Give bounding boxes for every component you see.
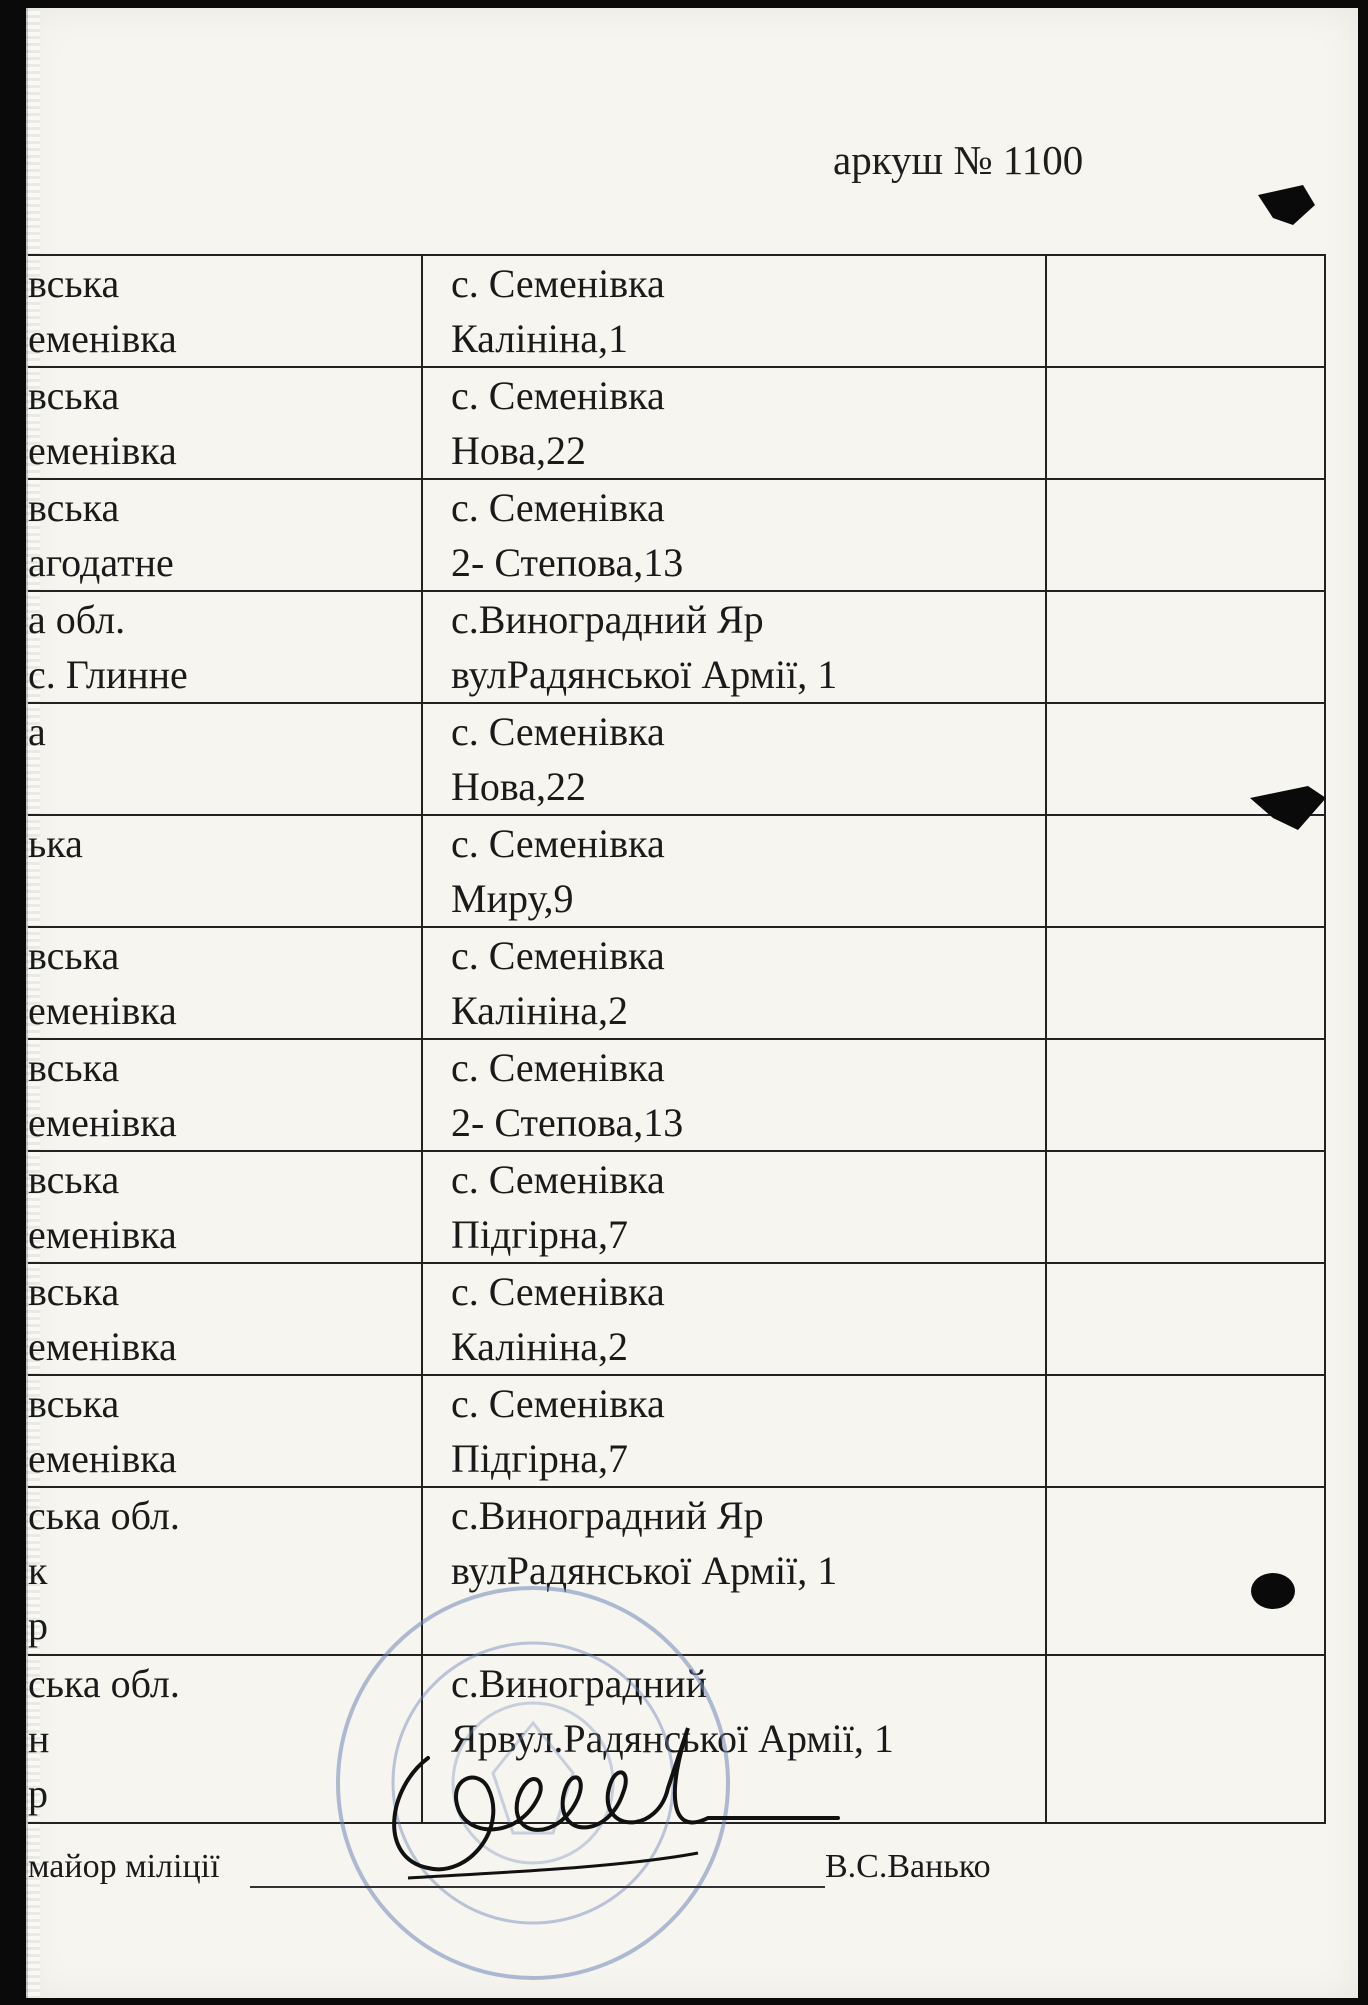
officer-rank: майор міліції bbox=[28, 1848, 220, 1885]
address-text: вулРадянської Армії, 1 bbox=[451, 1548, 838, 1593]
address-cell bbox=[422, 815, 1046, 927]
region-text: еменівка bbox=[28, 1100, 177, 1145]
notes-cell bbox=[1046, 1151, 1325, 1263]
address-cell bbox=[422, 927, 1046, 1039]
punch-hole bbox=[1248, 778, 1328, 838]
table-row bbox=[28, 367, 1325, 479]
region-text bbox=[28, 759, 421, 814]
table-row bbox=[28, 255, 1325, 367]
region-text: с. Глинне bbox=[28, 652, 188, 697]
punch-hole bbox=[1253, 180, 1323, 230]
region-cell bbox=[28, 815, 422, 927]
region-cell bbox=[28, 1375, 422, 1487]
address-cell bbox=[422, 1263, 1046, 1375]
table-row bbox=[28, 1263, 1325, 1375]
address-text: Калініна,2 bbox=[451, 1324, 629, 1369]
address-text: с. Семенівка bbox=[451, 1157, 665, 1202]
notes-cell bbox=[1046, 591, 1325, 703]
table-row bbox=[28, 1151, 1325, 1263]
notes-cell bbox=[1046, 1263, 1325, 1375]
notes-cell bbox=[1046, 479, 1325, 591]
table-row bbox=[28, 927, 1325, 1039]
region-text: еменівка bbox=[28, 1436, 177, 1481]
region-cell bbox=[28, 367, 422, 479]
region-text bbox=[28, 871, 421, 926]
address-text: с. Семенівка bbox=[451, 261, 665, 306]
region-text: н bbox=[28, 1716, 50, 1761]
address-text: Підгірна,7 bbox=[451, 1436, 629, 1481]
address-text: с.Виноградний bbox=[451, 1661, 707, 1706]
notes-cell bbox=[1046, 255, 1325, 367]
address-text: с. Семенівка bbox=[451, 485, 665, 530]
region-cell bbox=[28, 591, 422, 703]
address-text: с. Семенівка bbox=[451, 1269, 665, 1314]
address-text: Ярвул.Радянської Армії, 1 bbox=[451, 1716, 894, 1761]
region-text: вська bbox=[28, 373, 120, 418]
region-cell bbox=[28, 479, 422, 591]
address-text: Калініна,1 bbox=[451, 316, 629, 361]
notes-cell bbox=[1046, 367, 1325, 479]
address-cell bbox=[422, 367, 1046, 479]
notes-cell bbox=[1046, 1655, 1325, 1823]
region-text: еменівка bbox=[28, 988, 177, 1033]
region-text: еменівка bbox=[28, 428, 177, 473]
address-cell bbox=[422, 1151, 1046, 1263]
region-text: р bbox=[28, 1771, 48, 1816]
table-row bbox=[28, 479, 1325, 591]
address-cell bbox=[422, 703, 1046, 815]
region-cell bbox=[28, 927, 422, 1039]
region-text: а обл. bbox=[28, 597, 126, 642]
region-text: агодатне bbox=[28, 540, 174, 585]
notes-cell bbox=[1046, 1039, 1325, 1151]
region-cell bbox=[28, 1151, 422, 1263]
notes-cell bbox=[1046, 927, 1325, 1039]
table-row bbox=[28, 703, 1325, 815]
address-text: Калініна,2 bbox=[451, 988, 629, 1033]
address-text: Нова,22 bbox=[451, 764, 586, 809]
address-text: с.Виноградний Яр bbox=[451, 597, 764, 642]
address-cell bbox=[422, 1375, 1046, 1487]
address-text: с. Семенівка bbox=[451, 373, 665, 418]
address-cell bbox=[422, 255, 1046, 367]
address-cell bbox=[422, 1039, 1046, 1151]
address-text: Підгірна,7 bbox=[451, 1212, 629, 1257]
address-text: с. Семенівка bbox=[451, 933, 665, 978]
region-text: р bbox=[28, 1603, 48, 1648]
region-cell bbox=[28, 1263, 422, 1375]
region-text: вська bbox=[28, 485, 120, 530]
region-text: вська bbox=[28, 261, 120, 306]
region-text: ська обл. bbox=[28, 1661, 180, 1706]
address-cell bbox=[422, 591, 1046, 703]
address-text: с. Семенівка bbox=[451, 709, 665, 754]
region-text: ька bbox=[28, 821, 83, 866]
region-cell bbox=[28, 255, 422, 367]
address-text: Нова,22 bbox=[451, 428, 586, 473]
region-text: вська bbox=[28, 933, 120, 978]
region-text: еменівка bbox=[28, 1324, 177, 1369]
signature-rule bbox=[250, 1886, 825, 1888]
region-text: еменівка bbox=[28, 316, 177, 361]
table-row bbox=[28, 815, 1325, 927]
region-text: вська bbox=[28, 1269, 120, 1314]
table-row bbox=[28, 591, 1325, 703]
address-text: с. Семенівка bbox=[451, 821, 665, 866]
region-cell bbox=[28, 703, 422, 815]
notes-cell bbox=[1046, 1375, 1325, 1487]
region-cell bbox=[28, 1039, 422, 1151]
table-row bbox=[28, 1375, 1325, 1487]
region-text: вська bbox=[28, 1381, 120, 1426]
region-text: а bbox=[28, 709, 46, 754]
address-text: с.Виноградний Яр bbox=[451, 1493, 764, 1538]
region-text: еменівка bbox=[28, 1212, 177, 1257]
region-text: к bbox=[28, 1548, 48, 1593]
table-row bbox=[28, 1039, 1325, 1151]
address-cell bbox=[422, 479, 1046, 591]
address-text: вулРадянської Армії, 1 bbox=[451, 652, 838, 697]
address-text: 2- Степова,13 bbox=[451, 540, 684, 585]
address-text: Миру,9 bbox=[451, 876, 574, 921]
punch-hole bbox=[1243, 1566, 1303, 1616]
signature-line bbox=[28, 1848, 1328, 1908]
officer-name: В.С.Ванько bbox=[825, 1848, 991, 1885]
address-text: с. Семенівка bbox=[451, 1045, 665, 1090]
sheet-number: аркуш № 1100 bbox=[833, 137, 1084, 183]
document-page bbox=[28, 8, 1358, 1998]
region-text: вська bbox=[28, 1045, 120, 1090]
address-text: с. Семенівка bbox=[451, 1381, 665, 1426]
region-text: вська bbox=[28, 1157, 120, 1202]
address-text: 2- Степова,13 bbox=[451, 1100, 684, 1145]
region-text: ська обл. bbox=[28, 1493, 180, 1538]
